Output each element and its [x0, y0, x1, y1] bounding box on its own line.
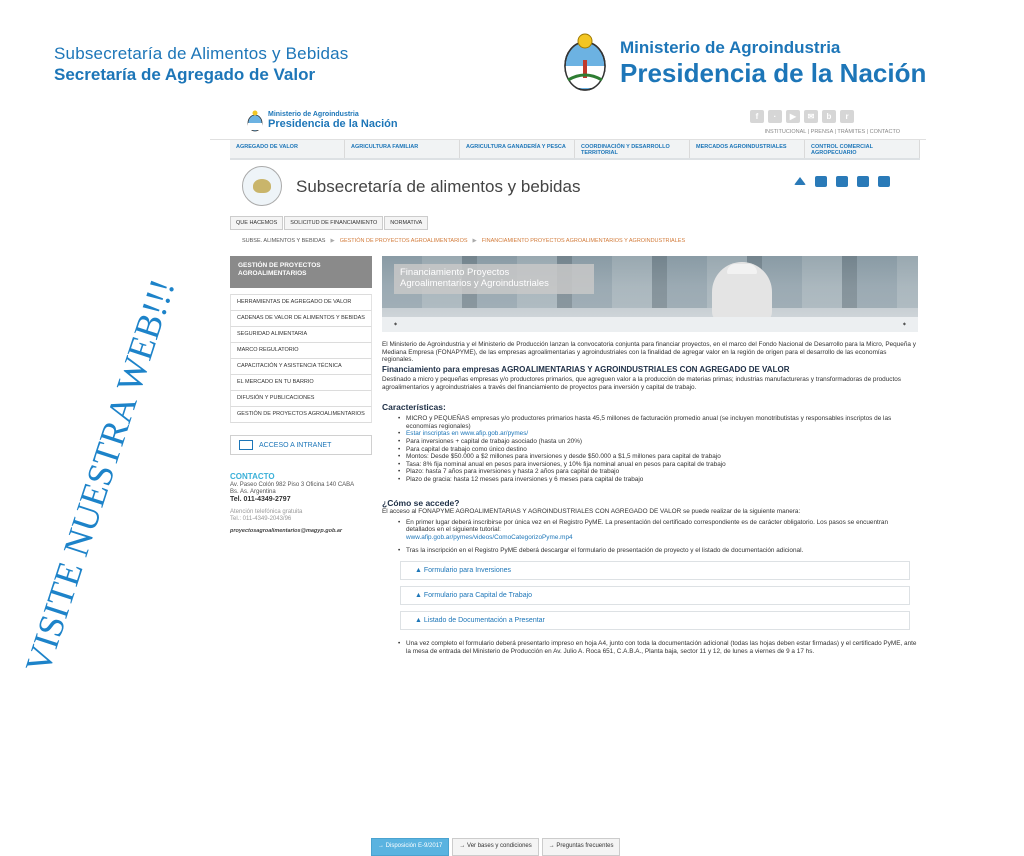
nav-coordinacion[interactable]: COORDINACIÓN Y DESARROLLO TERRITORIAL: [575, 140, 690, 158]
sidebar: [230, 256, 372, 535]
contact-email[interactable]: proyectosagroalimentarios@magyp.gob.ar: [230, 528, 343, 534]
section-tabs: [230, 216, 429, 230]
list-item-afip[interactable]: Estar inscriptas en www.afip.gob.ar/pymes/: [406, 430, 529, 438]
list-item: • Para capital de trabajo como único destino: [400, 446, 918, 454]
secretaria-title: Secretaría de Agregado de Valor: [54, 65, 316, 84]
download-inversiones[interactable]: [400, 561, 910, 580]
page-title: Subsecretaría de alimentos y bebidas: [296, 177, 581, 196]
slide-header-left: [54, 44, 348, 85]
banner-logo-strip: [382, 317, 918, 332]
email-icon[interactable]: ✉: [804, 110, 818, 123]
social-links: [750, 110, 854, 123]
tab-que-hacemos[interactable]: QUE HACEMOS: [230, 216, 283, 230]
step1-text: En primer lugar deberá inscribirse por única vez en el Registro PyME. La presentación del certificado correspondiente es de carácter obligatorio. Los pasos se encuentran detallados en el siguiente tutorial:: [406, 518, 889, 534]
list-item: • Tras la inscripción en el Registro PyME deberá descargar el formulario de presentación de proyecto y el listado de documentación adicional.: [400, 547, 918, 555]
intranet-button[interactable]: [230, 435, 372, 455]
sidebar-item-capacitacion[interactable]: CAPACITACIÓN Y ASISTENCIA TÉCNICA: [230, 359, 372, 375]
free-phone-number: Tel.: 011-4349-2043/96: [230, 516, 292, 522]
list-item: • Plazo de gracia: hasta 12 meses para inversiones y 6 meses para capital de trabajo: [400, 476, 918, 484]
breadcrumb-item-gestion[interactable]: GESTIÓN DE PROYECTOS AGROALIMENTARIOS: [339, 238, 468, 244]
sidebar-item-cadenas[interactable]: CADENAS DE VALOR DE ALIMENTOS Y BEBIDAS: [230, 311, 372, 327]
access-intro: El acceso al FONAPYME AGROALIMENTARIAS Y AGROINDUSTRIALES CON AGREGADO DE VALOR se puede realizar de la siguiente manera:: [382, 508, 801, 516]
sidebar-item-marco[interactable]: MARCO REGULATORIO: [230, 343, 372, 359]
website-screenshot: [210, 104, 926, 849]
features-list: [382, 415, 918, 483]
bases-condiciones-button[interactable]: → Ver bases y condiciones: [452, 838, 538, 856]
home-icon[interactable]: [794, 177, 806, 185]
download-documentacion[interactable]: [400, 611, 910, 630]
sidebar-header[interactable]: GESTIÓN DE PROYECTOS AGROALIMENTARIOS: [230, 256, 372, 288]
email-icon[interactable]: [878, 176, 890, 187]
contact-phone: Tel. 011-4349-2797: [230, 496, 291, 503]
download-capital-trabajo[interactable]: [400, 586, 910, 605]
facebook-icon[interactable]: [815, 176, 827, 187]
disposicion-button[interactable]: → Disposición E-9/2017: [371, 838, 449, 856]
page-action-icons: [794, 176, 890, 187]
breadcrumb-item-financiamiento[interactable]: FINANCIAMIENTO PROYECTOS AGROALIMENTARIOS Y AGROINDUSTRIALES: [481, 238, 686, 244]
intranet-label: ACCESO A INTRANET: [259, 441, 332, 449]
sidebar-item-mercado[interactable]: EL MERCADO EN TU BARRIO: [230, 375, 372, 391]
youtube-icon[interactable]: ▶: [786, 110, 800, 123]
sidebar-item-difusion[interactable]: DIFUSIÓN Y PUBLICACIONES: [230, 391, 372, 407]
breadcrumb: [242, 238, 685, 244]
banner-title-line2: Agroalimentarios y Agroindustriales: [400, 278, 549, 289]
banner-title: [394, 264, 594, 294]
nav-agricultura-familiar[interactable]: AGRICULTURA FAMILIAR: [345, 140, 460, 158]
sidebar-item-gestion[interactable]: GESTIÓN DE PROYECTOS AGROALIMENTARIOS: [230, 407, 372, 423]
nav-agregado-de-valor[interactable]: AGREGADO DE VALOR: [230, 140, 345, 158]
rss-icon[interactable]: r: [840, 110, 854, 123]
sidebar-item-herramientas[interactable]: HERRAMIENTAS DE AGREGADO DE VALOR: [230, 294, 372, 311]
features-heading: Características:: [382, 401, 446, 412]
download-icon: ▲: [415, 617, 424, 625]
main-content: [378, 256, 918, 849]
nav-mercados[interactable]: MERCADOS AGROINDUSTRIALES: [690, 140, 805, 158]
destination-paragraph: Destinado a micro y pequeñas empresas y/o productores primarios, que agreguen valor a la producción de materias primas; industrias manufactureras y transformadoras de productos agroalimentarios y agroindustriales a través del financiamiento de proyectos para inversión y capital de trabajo.: [382, 376, 901, 391]
list-item: • Tasa: 8% fija nominal anual en pesos para inversiones, y 10% fija nominal anual en pesos para capital de trabajo: [400, 461, 918, 469]
access-steps: [382, 519, 918, 555]
twitter-icon[interactable]: [857, 176, 869, 187]
presidency-title: Presidencia de la Nación: [620, 58, 927, 88]
sidebar-item-seguridad[interactable]: SEGURIDAD ALIMENTARIA: [230, 327, 372, 343]
facebook-icon[interactable]: f: [750, 110, 764, 123]
slide-header-right: [560, 32, 980, 96]
intranet-icon: [239, 440, 253, 450]
banner-logo-left-icon: ◆: [394, 321, 398, 326]
intro-paragraph: El Ministerio de Agroindustria y el Ministerio de Producción lanzan la convocatoria conjunta para financiar proyectos, en el marco del Fondo Nacional de Desarrollo para la Micro, Pequeña y Mediana Empresa (FONAPYME), de las empresas agroalimentarias y agroindustriales con la finalidad de agregar valor en la región de origen para el desarrollo de las economías regionales.: [382, 341, 916, 364]
breadcrumb-separator-icon: ▶: [472, 238, 477, 244]
download-icon: ▲: [415, 592, 424, 600]
nav-agricultura-ganaderia-pesca[interactable]: AGRICULTURA GANADERÍA Y PESCA: [460, 140, 575, 158]
list-item: [400, 519, 918, 542]
access-heading: ¿Cómo se accede?: [382, 497, 460, 508]
worker-hat: [727, 264, 757, 274]
banner-title-line1: Financiamiento Proyectos: [400, 267, 510, 278]
download-label: Formulario para Capital de Trabajo: [423, 592, 533, 600]
action-buttons: [371, 838, 620, 856]
visit-our-web-slogan: VISITE NUESTRA WEB!!!: [17, 274, 183, 678]
ministry-title: Ministerio de Agroindustria: [620, 38, 841, 57]
breadcrumb-item-subse[interactable]: SUBSE. ALIMENTOS Y BEBIDAS: [242, 238, 326, 244]
coat-of-arms-icon: [560, 32, 610, 94]
tutorial-link[interactable]: www.afip.gob.ar/pymes/videos/ComoCategorizoPyme.mp4: [406, 533, 573, 541]
list-item: • Plazo: hasta 7 años para inversiones y hasta 2 años para capital de trabajo: [400, 468, 918, 476]
final-steps: [382, 640, 918, 655]
list-item: • MICRO y PEQUEÑAS empresas y/o productores primarios hasta 45,5 millones de facturación promedio anual (se incluyen monotributistas y responsables inscriptos de las economías regionales): [400, 415, 918, 430]
banner-image: [382, 256, 918, 332]
preguntas-frecuentes-button[interactable]: → Preguntas frecuentes: [542, 838, 621, 856]
financing-heading: Financiamiento para empresas AGROALIMENTARIAS Y AGROINDUSTRIALES CON AGREGADO DE VALOR: [382, 364, 790, 374]
contact-city: Bs. As. Argentina: [230, 489, 276, 495]
main-navigation: [230, 140, 920, 160]
blog-icon[interactable]: b: [822, 110, 836, 123]
site-logo-line2[interactable]: Presidencia de la Nación: [268, 118, 398, 130]
contact-address: Av. Paseo Colón 982 Piso 3 Oficina 140 CABA: [230, 482, 355, 488]
download-icon: ▲: [415, 567, 424, 575]
contact-title: CONTACTO: [230, 472, 275, 481]
tab-solicitud-financiamiento[interactable]: SOLICITUD DE FINANCIAMIENTO: [284, 216, 383, 230]
list-item: [400, 430, 918, 438]
list-item: • Montos: Desde $50.000 a $2 millones para inversiones y desde $50.000 a $1,5 millones para capital de trabajo: [400, 453, 918, 461]
top-links[interactable]: INSTITUCIONAL | PRENSA | TRÁMITES | CONTACTO: [764, 129, 900, 135]
site-header: [210, 104, 926, 140]
list-item: • Una vez completo el formulario deberá presentarlo impreso en hoja A4, junto con toda la documentación adicional (todas las hojas deben estar firmadas) y el certificado PyME, ante la mesa de entrada del Ministerio de Producción en Av. Julio A. Roca 651, C.A.B.A., Planta baja, sector 11 y 12, de lunes a viernes de 9 a 17 hs.: [400, 640, 918, 655]
banner-logo-right-icon: ◆: [902, 321, 906, 326]
site-logo-line1[interactable]: Ministerio de Agroindustria: [268, 111, 359, 118]
download-label: Listado de Documentación a Presentar: [423, 617, 545, 625]
youtube-icon[interactable]: [836, 176, 848, 187]
list-item: • Para inversiones + capital de trabajo asociado (hasta un 20%): [400, 438, 918, 446]
flickr-icon[interactable]: ·: [768, 110, 782, 123]
breadcrumb-separator-icon: ▶: [330, 238, 335, 244]
subsecretaria-logo: [242, 166, 282, 206]
free-phone-label: Atención telefónica gratuita: [230, 509, 303, 515]
contact-block: [230, 473, 372, 535]
tab-normativa[interactable]: NORMATIVA: [384, 216, 428, 230]
nav-control-comercial[interactable]: CONTROL COMERCIAL AGROPECUARIO: [805, 140, 920, 158]
subsecretaria-title: Subsecretaría de Alimentos y Bebidas: [54, 44, 349, 63]
download-label: Formulario para Inversiones: [423, 567, 512, 575]
